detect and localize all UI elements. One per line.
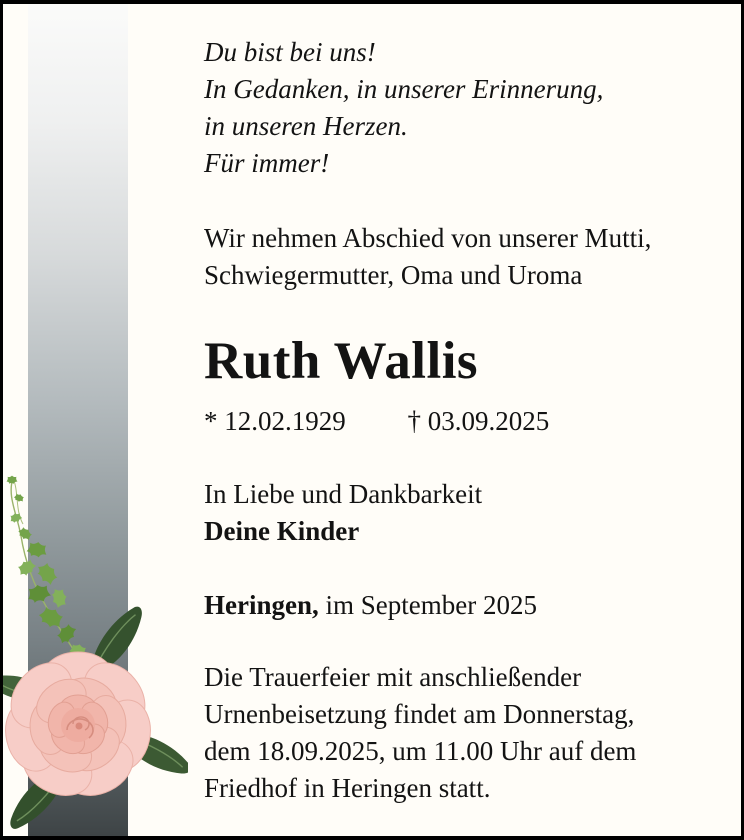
death-date: † 03.09.2025: [407, 406, 550, 436]
epigraph-line: Für immer!: [204, 148, 330, 178]
place-name: Heringen,: [204, 590, 319, 620]
intro-line: Schwiegermutter, Oma und Uroma: [204, 260, 583, 290]
rose-icon: [3, 651, 157, 806]
mourners-text: Deine Kinder: [204, 516, 360, 546]
deceased-name: Ruth Wallis: [204, 332, 479, 390]
intro-line: Wir nehmen Abschied von unserer Mutti,: [204, 223, 652, 253]
month-text: im September 2025: [325, 590, 537, 620]
farewell-block: [204, 476, 482, 550]
place-date-line: [204, 587, 537, 624]
memorial-flower-illustration: [3, 466, 188, 836]
life-dates: [204, 403, 549, 440]
epigraph-verse: [204, 34, 603, 182]
epigraph-line: In Gedanken, in unserer Erinnerung,: [204, 74, 604, 104]
funeral-info: [204, 659, 636, 807]
funeral-line: Friedhof in Heringen statt.: [204, 773, 491, 803]
funeral-line: Die Trauerfeier mit anschließender: [204, 662, 582, 692]
ivy-icon: [7, 476, 88, 664]
epigraph-line: Du bist bei uns!: [204, 37, 376, 67]
farewell-intro: [204, 220, 651, 294]
epigraph-line: in unseren Herzen.: [204, 111, 408, 141]
funeral-line: Urnenbeisetzung findet am Donnerstag,: [204, 699, 635, 729]
farewell-text: In Liebe und Dankbarkeit: [204, 479, 483, 509]
funeral-line: dem 18.09.2025, um 11.00 Uhr auf dem: [204, 736, 637, 766]
birth-date: * 12.02.1929: [204, 406, 346, 436]
